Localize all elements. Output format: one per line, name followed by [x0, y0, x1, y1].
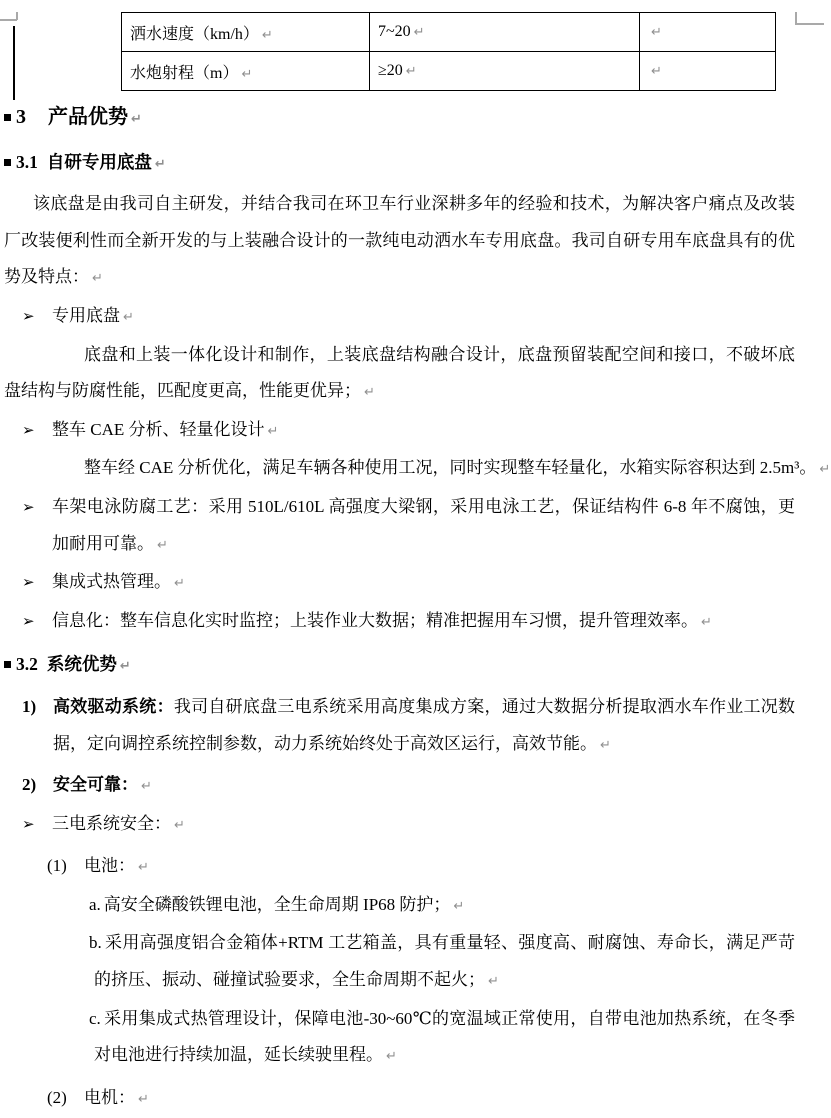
bullet-detail — [4, 337, 795, 412]
paragraph-mark-icon: ↵ — [154, 156, 166, 172]
numbered-label: 高效驱动系统： — [53, 696, 174, 716]
list-letter: a. — [89, 894, 101, 914]
sub-numbered-item — [4, 1080, 795, 1118]
bullet-item — [4, 412, 795, 451]
paragraph-mark-icon: ↵ — [131, 112, 142, 127]
list-number: 1) — [22, 696, 37, 716]
heading-3-1 — [4, 144, 795, 184]
numbered-text: 我司自研底盘三电系统采用高度集成方案，通过大数据分析提取洒水车作业工况数据，定向调控系统控制参数，动力系统始终处于高效区运行，高效节能。 — [53, 696, 796, 753]
arrow-bullet-icon: ➢ — [22, 420, 35, 439]
bullet-item — [4, 806, 795, 845]
lettered-item — [4, 887, 795, 926]
bullet-text: 信息化：整车信息化实时监控；上装作业大数据；精准把握用车习惯，提升管理效率。 — [52, 610, 698, 630]
paragraph-mark-icon: ↵ — [413, 25, 425, 40]
paragraph-mark-icon: ↵ — [141, 779, 152, 795]
lettered-item — [4, 1001, 795, 1076]
heading-title: 产品优势 — [48, 106, 128, 128]
intro-text: 该底盘是由我司自主研发，并结合我司在环卫车行业深耕多年的经验和技术，为解决客户痛点及改装厂改装便利性而全新开发的与上装融合设计的一款纯电动洒水车专用底盘。我司自研专用车底盘具有的优势及特点： — [4, 194, 795, 287]
heading-marker-icon — [4, 114, 11, 121]
heading-number: 3 — [16, 106, 26, 128]
bullet-text: 车架电泳防腐工艺：采用 510L/610L 高强度大梁钢，采用电泳工艺，保证结构件 6-8 年不腐蚀，更加耐用可靠。 — [52, 496, 795, 553]
sub-numbered-label: 电池： — [84, 856, 135, 876]
document-body — [0, 99, 831, 1118]
paragraph-mark-icon: ↵ — [651, 25, 662, 40]
list-letter: c. — [89, 1008, 101, 1028]
table-row — [122, 13, 776, 52]
paragraph-mark-icon: ↵ — [267, 423, 279, 439]
lettered-text: 采用集成式热管理设计，保障电池-30~60℃的宽温域正常使用，自带电池加热系统，在冬季对电池进行持续加温，延长续驶里程。 — [94, 1008, 795, 1065]
spec-value: 7~20 — [378, 23, 411, 40]
paragraph-mark-icon: ↵ — [241, 66, 253, 82]
bullet-text: 三电系统安全： — [52, 813, 171, 833]
paragraph-mark-icon: ↵ — [157, 537, 168, 553]
lettered-text: 采用高强度铝合金箱体+RTM 工艺箱盖，具有重量轻、强度高、耐腐蚀、寿命长，满足严苛的挤压、振动、碰撞试验要求，全生命周期不起火； — [94, 933, 795, 990]
numbered-label: 安全可靠： — [53, 775, 138, 795]
lettered-text: 高安全磷酸铁锂电池，全生命周期 IP68 防护； — [103, 894, 451, 914]
spec-label: 洒水速度（km/h） — [130, 25, 259, 43]
bullet-item — [4, 603, 795, 642]
spec-label: 水炮射程（m） — [130, 64, 239, 82]
heading-number: 3.2 — [16, 654, 38, 675]
paragraph-mark-icon: ↵ — [174, 576, 185, 592]
paragraph-mark-icon: ↵ — [701, 614, 712, 630]
paragraph-mark-icon: ↵ — [488, 974, 499, 990]
bullet-text: 集成式热管理。 — [52, 572, 171, 592]
intro-paragraph — [4, 186, 795, 298]
heading-title: 自研专用底盘 — [46, 151, 152, 172]
heading-number: 3.1 — [16, 151, 38, 172]
margin-mark-top-left-vertical — [16, 12, 18, 20]
paragraph-mark-icon: ↵ — [138, 1091, 149, 1107]
lettered-item — [4, 925, 795, 1000]
arrow-bullet-icon: ➢ — [22, 497, 35, 516]
paragraph-mark-icon: ↵ — [119, 659, 131, 675]
arrow-bullet-icon: ➢ — [22, 573, 35, 592]
spec-table — [121, 12, 776, 91]
list-letter: b. — [89, 933, 102, 953]
table-change-bar — [13, 26, 15, 100]
numbered-item — [4, 689, 795, 764]
list-number: (1) — [47, 856, 67, 876]
bullet-item — [4, 298, 795, 337]
arrow-bullet-icon: ➢ — [22, 306, 35, 325]
paragraph-mark-icon: ↵ — [174, 817, 185, 833]
bullet-text: 整车 CAE 分析、轻量化设计 — [52, 419, 265, 439]
paragraph-mark-icon: ↵ — [453, 898, 465, 914]
bullet-item — [4, 489, 795, 564]
paragraph-mark-icon: ↵ — [92, 271, 103, 287]
paragraph-mark-icon: ↵ — [386, 1049, 397, 1065]
heading-3 — [4, 99, 795, 139]
bullet-detail — [4, 450, 831, 489]
paragraph-mark-icon: ↵ — [138, 860, 149, 876]
table-row — [122, 52, 776, 91]
bullet-text: 专用底盘 — [52, 305, 120, 325]
margin-mark-top-right-horizontal — [795, 23, 824, 25]
margin-mark-top-left-horizontal — [0, 19, 17, 21]
heading-3-2 — [4, 646, 795, 686]
paragraph-mark-icon: ↵ — [600, 737, 611, 753]
bullet-detail-text: 整车经 CAE 分析优化，满足车辆各种使用工况，同时实现整车轻量化，水箱实际容积达到 2.5m³。 — [84, 458, 817, 478]
arrow-bullet-icon: ➢ — [22, 611, 35, 630]
paragraph-mark-icon: ↵ — [819, 462, 831, 478]
sub-numbered-item — [4, 848, 795, 887]
numbered-item — [4, 767, 795, 806]
bullet-item — [4, 564, 795, 603]
paragraph-mark-icon: ↵ — [651, 64, 662, 79]
paragraph-mark-icon: ↵ — [405, 64, 417, 79]
list-number: (2) — [47, 1087, 67, 1107]
arrow-bullet-icon: ➢ — [22, 814, 35, 833]
paragraph-mark-icon: ↵ — [123, 309, 134, 325]
spec-value: ≥20 — [378, 62, 403, 79]
heading-marker-icon — [4, 661, 11, 668]
paragraph-mark-icon: ↵ — [364, 385, 375, 401]
heading-title: 系统优势 — [46, 654, 117, 675]
paragraph-mark-icon: ↵ — [261, 27, 273, 43]
bullet-detail-text: 底盘和上装一体化设计和制作，上装底盘结构融合设计，底盘预留装配空间和接口，不破坏底盘结构与防腐性能，匹配度更高，性能更优异； — [4, 344, 795, 401]
list-number: 2) — [22, 775, 37, 795]
heading-marker-icon — [4, 159, 11, 166]
sub-numbered-label: 电机： — [84, 1087, 135, 1107]
